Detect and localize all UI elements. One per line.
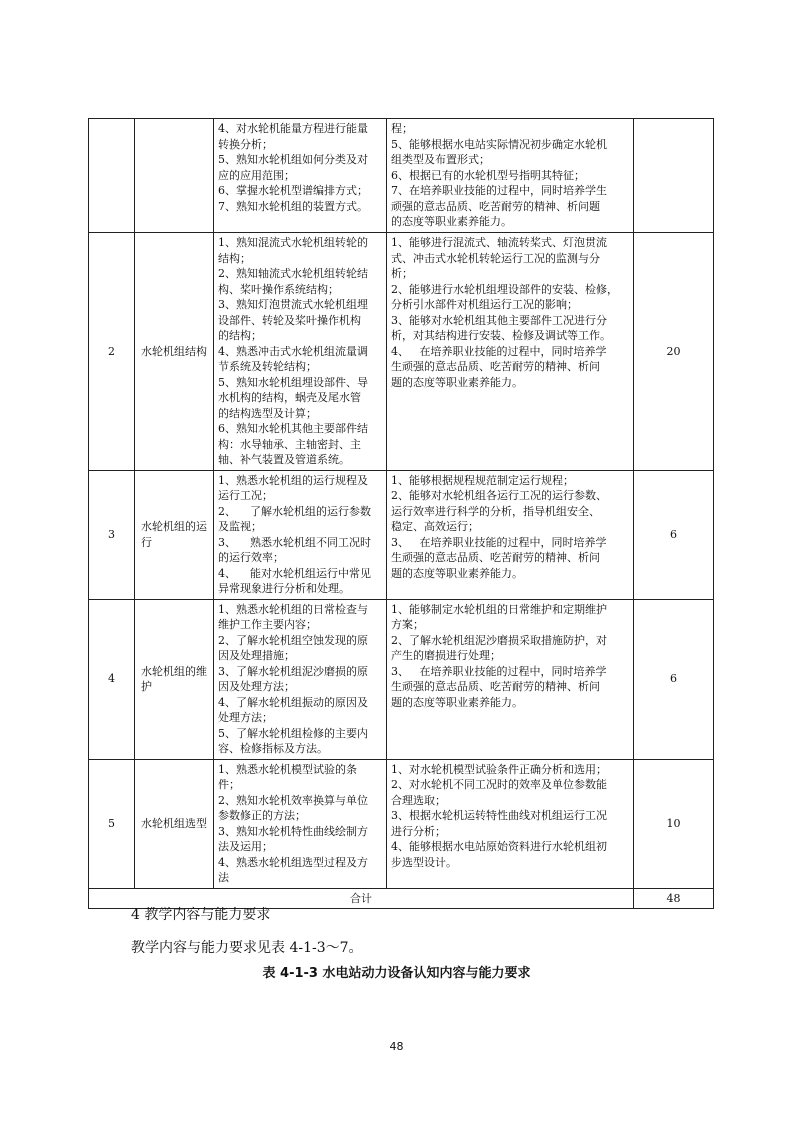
table-row xyxy=(89,233,714,471)
cell-line: 3、 在培养职业技能的过程中，同时培养学 xyxy=(391,664,607,678)
cell-line: 4、熟悉冲击式水轮机组流量调 xyxy=(218,344,368,358)
cell-line: 1、能够根据规程规范制定运行规程； xyxy=(391,473,574,487)
cell-line: 程； xyxy=(391,122,413,135)
cell-line: 5、能够根据水电站实际情况初步确定水轮机 xyxy=(391,137,607,151)
table-row xyxy=(89,470,714,599)
cell-line: 3、了解水轮机组泥沙磨损的原 xyxy=(218,664,368,678)
row-number: 4 xyxy=(89,599,135,759)
cell-line: 3、 熟悉水轮机组不同工况时 xyxy=(218,535,371,549)
cell-line: 法 xyxy=(218,871,229,884)
cell-line: 生顽强的意志品质、吃苦耐劳的精神、析问 xyxy=(391,551,600,564)
cell-line: 组类型及布置形式； xyxy=(391,153,490,166)
cell-line: 3、 在培养职业技能的过程中，同时培养学 xyxy=(391,535,607,549)
cell-line: 式、冲击式水轮机转轮运行工况的监测与分 xyxy=(391,251,600,265)
page-number: 48 xyxy=(389,1040,404,1053)
table-row xyxy=(89,119,714,233)
cell-line: 3、根据水轮机运转特性曲线对机组运行工况 xyxy=(391,809,607,822)
class-hours xyxy=(634,119,714,233)
cell-line: 1、熟悉水轮机组的日常检查与 xyxy=(218,602,368,616)
cell-line: 析，对其结构进行安装、检修及调试等工作。 xyxy=(391,329,611,342)
cell-line: 7、在培养职业技能的过程中，同时培养学生 xyxy=(391,184,607,197)
cell-line: 结构； xyxy=(218,251,251,265)
cell-line: 6、根据已有的水轮机型号指明其特征； xyxy=(391,168,585,182)
cell-line: 题的态度等职业素养能力。 xyxy=(391,566,523,580)
table-row xyxy=(89,599,714,759)
knowledge-requirements xyxy=(214,470,387,599)
module-name xyxy=(135,119,214,233)
cell-line: 生顽强的意志品质、吃苦耐劳的精神、析问 xyxy=(391,680,600,693)
cell-line: 4、对水轮机能量方程进行能量 xyxy=(218,122,368,135)
cell-line: 5、熟知水轮机组埋设部件、导 xyxy=(218,375,368,389)
row-number xyxy=(89,119,135,233)
cell-line: 运行效率进行科学的分析，指导机组安全、 xyxy=(391,504,600,518)
row-number: 5 xyxy=(89,759,135,888)
class-hours: 20 xyxy=(634,233,714,471)
cell-line: 构：水导轴承、主轴密封、主 xyxy=(218,437,361,451)
cell-line: 题的态度等职业素养能力。 xyxy=(391,695,523,709)
total-label: 合计 xyxy=(89,888,634,909)
cell-line: 处理方法； xyxy=(218,711,273,724)
knowledge-requirements xyxy=(214,599,387,759)
cell-line: 1、对水轮机模型试验条件正确分析和选用； xyxy=(391,762,607,776)
knowledge-requirements xyxy=(214,119,387,233)
cell-line: 4、熟悉水轮机组选型过程及方 xyxy=(218,855,368,869)
cell-line: 的结构； xyxy=(218,329,262,342)
class-hours: 6 xyxy=(634,599,714,759)
ability-requirements xyxy=(387,759,634,888)
module-name: 水轮机组选型 xyxy=(135,759,214,888)
row-number: 3 xyxy=(89,470,135,599)
cell-line: 5、熟知水轮机组如何分类及对 xyxy=(218,153,368,166)
knowledge-requirements xyxy=(214,759,387,888)
cell-line: 2、对水轮机不同工况时的效率及单位参数能 xyxy=(391,778,607,791)
cell-line: 2、熟知水轮机效率换算与单位 xyxy=(218,793,368,807)
cell-line: 因及处理措施； xyxy=(218,649,295,662)
cell-line: 4、了解水轮机组振动的原因及 xyxy=(218,695,368,709)
cell-line: 产生的磨损进行处理； xyxy=(391,649,501,662)
cell-line: 4、 在培养职业技能的过程中，同时培养学 xyxy=(391,344,607,358)
cell-line: 运行工况； xyxy=(218,489,273,502)
cell-line: 2、了解水轮机组泥沙磨损采取措施防护，对 xyxy=(391,633,607,647)
cell-line: 2、熟知轴流式水轮机组转轮结 xyxy=(218,267,368,280)
cell-line: 2、能够进行水轮机组埋设部件的安装、检修， xyxy=(391,282,618,296)
table-row xyxy=(89,759,714,888)
table-caption: 表 4-1-3 水电站动力设备认知内容与能力要求 xyxy=(262,966,531,981)
cell-line: 参数修正的方法； xyxy=(218,809,306,822)
class-hours: 10 xyxy=(634,759,714,888)
cell-line: 进行分析； xyxy=(391,824,446,838)
cell-line: 方案； xyxy=(391,618,424,631)
cell-line: 构、桨叶操作系统结构； xyxy=(218,282,339,296)
ability-requirements xyxy=(387,233,634,471)
cell-line: 的态度等职业素养能力。 xyxy=(391,215,512,228)
cell-line: 5、了解水轮机组检修的主要内 xyxy=(218,726,368,740)
cell-line: 1、熟知混流式水轮机组转轮的 xyxy=(218,236,368,249)
cell-line: 稳定、高效运行； xyxy=(391,520,479,533)
cell-line: 设部件、转轮及桨叶操作机构 xyxy=(218,313,361,327)
total-hours: 48 xyxy=(634,888,714,909)
table-body xyxy=(89,119,714,909)
cell-line: 顽强的意志品质、吃苦耐劳的精神、析问题 xyxy=(391,199,600,213)
cell-line: 1、熟悉水轮机模型试验的条 xyxy=(218,762,357,776)
section-heading: 4 教学内容与能力要求 xyxy=(131,907,271,923)
cell-line: 转换分析； xyxy=(218,137,273,151)
cell-line: 7、熟知水轮机组的装置方式。 xyxy=(218,199,368,213)
cell-line: 节系统及转轮结构； xyxy=(218,360,317,373)
cell-line: 题的态度等职业素养能力。 xyxy=(391,375,523,389)
cell-line: 合理选取； xyxy=(391,793,446,807)
cell-line: 2、了解水轮机组空蚀发现的原 xyxy=(218,633,368,647)
knowledge-requirements xyxy=(214,233,387,471)
cell-line: 法及运用； xyxy=(218,840,273,853)
cell-line: 3、熟知灯泡贯流式水轮机组埋 xyxy=(218,298,368,311)
cell-line: 异常现象进行分析和处理。 xyxy=(218,582,350,595)
cell-line: 3、熟知水轮机特性曲线绘制方 xyxy=(218,824,368,838)
cell-line: 分析引水部件对机组运行工况的影响； xyxy=(391,298,578,311)
cell-line: 步选型设计。 xyxy=(391,855,457,869)
cell-line: 1、能够制定水轮机组的日常维护和定期维护 xyxy=(391,602,607,616)
cell-line: 4、能够根据水电站原始资料进行水轮机组初 xyxy=(391,840,607,853)
cell-line: 应的应用范围； xyxy=(218,168,295,182)
cell-line: 水机构的结构，蜗壳及尾水管 xyxy=(218,391,361,404)
class-hours: 6 xyxy=(634,470,714,599)
cell-line: 2、能够对水轮机组各运行工况的运行参数、 xyxy=(391,489,607,502)
cell-line: 维护工作主要内容； xyxy=(218,618,317,631)
course-content-table xyxy=(88,118,714,909)
cell-line: 3、能够对水轮机组其他主要部件工况进行分 xyxy=(391,313,607,327)
body-text: 教学内容与能力要求见表 4-1-3～7。 xyxy=(131,940,363,956)
cell-line: 容、检修指标及方法。 xyxy=(218,742,328,755)
cell-line: 的结构选型及计算； xyxy=(218,406,317,420)
cell-line: 1、熟悉水轮机组的运行规程及 xyxy=(218,473,368,487)
cell-line: 因及处理方法； xyxy=(218,680,295,693)
cell-line: 的运行效率； xyxy=(218,551,284,564)
cell-line: 6、掌握水轮机型谱编排方式； xyxy=(218,184,368,197)
ability-requirements xyxy=(387,470,634,599)
row-number: 2 xyxy=(89,233,135,471)
cell-line: 轴、补气装置及管道系统。 xyxy=(218,453,350,466)
module-name: 水轮机组的维护 xyxy=(135,599,214,759)
cell-line: 生顽强的意志品质、吃苦耐劳的精神、析问 xyxy=(391,360,600,373)
cell-line: 4、 能对水轮机组运行中常见 xyxy=(218,566,371,580)
module-name: 水轮机组的运行 xyxy=(135,470,214,599)
module-name: 水轮机组结构 xyxy=(135,233,214,471)
ability-requirements xyxy=(387,599,634,759)
cell-line: 6、熟知水轮机其他主要部件结 xyxy=(218,422,368,435)
cell-line: 析； xyxy=(391,267,413,280)
cell-line: 及监视； xyxy=(218,520,262,533)
cell-line: 2、 了解水轮机组的运行参数 xyxy=(218,504,371,518)
ability-requirements xyxy=(387,119,634,233)
cell-line: 1、能够进行混流式、轴流转桨式、灯泡贯流 xyxy=(391,236,607,249)
cell-line: 件； xyxy=(218,778,240,791)
